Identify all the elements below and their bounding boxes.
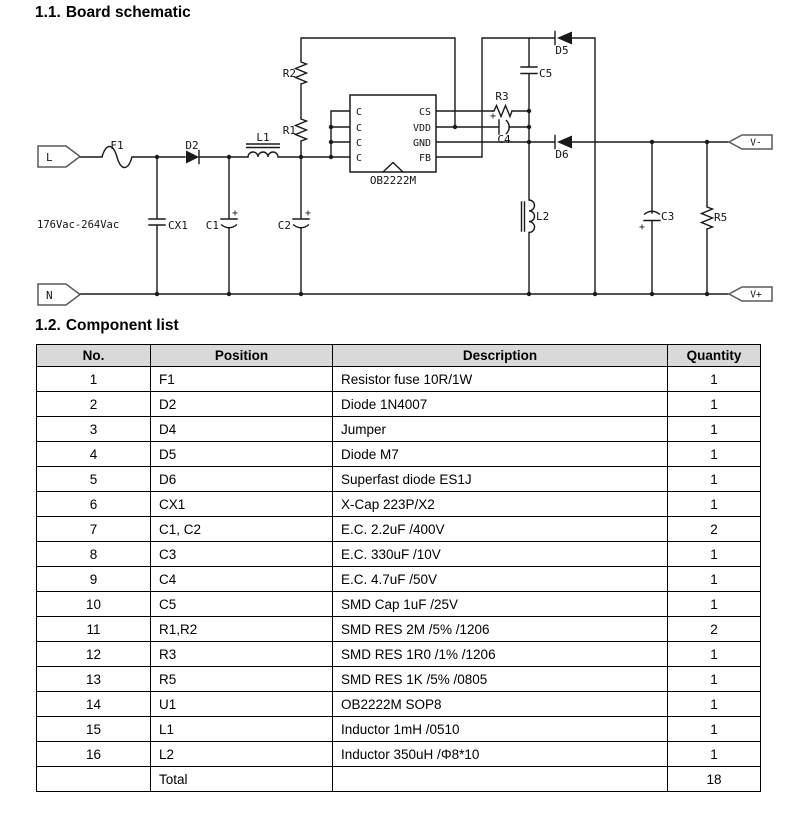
cell-position: Total <box>151 767 333 792</box>
cell-position: D5 <box>151 442 333 467</box>
label-cx1: CX1 <box>168 219 188 232</box>
cell-quantity: 1 <box>668 717 761 742</box>
section-number: 1.2. <box>35 317 61 334</box>
cell-description: OB2222M SOP8 <box>333 692 668 717</box>
cell-quantity: 1 <box>668 642 761 667</box>
label-r3: R3 <box>495 90 509 103</box>
terminal-neutral-label: N <box>46 289 53 302</box>
cell-position: C3 <box>151 542 333 567</box>
cell-position: CX1 <box>151 492 333 517</box>
section-title: Component list <box>65 317 179 334</box>
table-header-row <box>37 345 761 367</box>
diode-d5-symbol <box>557 32 572 45</box>
table-row <box>37 442 761 467</box>
resistor-r2-symbol <box>296 60 307 84</box>
label-r1: R1 <box>282 124 296 137</box>
cell-no: 5 <box>37 467 151 492</box>
cell-description: X-Cap 223P/X2 <box>333 492 668 517</box>
resistor-r5-symbol <box>702 205 713 229</box>
cell-quantity: 1 <box>668 417 761 442</box>
section-number: 1.1. <box>35 4 61 21</box>
cell-description: SMD RES 2M /5% /1206 <box>333 617 668 642</box>
cell-no: 3 <box>37 417 151 442</box>
section-heading-board-schematic <box>35 4 191 22</box>
cell-position: C4 <box>151 567 333 592</box>
cell-no: 9 <box>37 567 151 592</box>
cell-no: 1 <box>37 367 151 392</box>
cell-description: Inductor 350uH /Φ8*10 <box>333 742 668 767</box>
plus-mark-c2: + <box>304 208 312 219</box>
cell-quantity: 1 <box>668 492 761 517</box>
cell-position: D4 <box>151 417 333 442</box>
label-l2: L2 <box>536 210 550 223</box>
cell-quantity: 1 <box>668 367 761 392</box>
cell-position: D2 <box>151 392 333 417</box>
ic-pin-label: CS <box>418 107 431 118</box>
table-row <box>37 517 761 542</box>
table-row <box>37 742 761 767</box>
cell-quantity: 1 <box>668 692 761 717</box>
inductor-l1-symbol <box>246 144 280 157</box>
cell-no: 11 <box>37 617 151 642</box>
cell-description: E.C. 330uF /10V <box>333 542 668 567</box>
cell-quantity: 1 <box>668 542 761 567</box>
ic-pin-label: GND <box>412 138 431 149</box>
cell-position: L2 <box>151 742 333 767</box>
header-position: Position <box>151 345 333 367</box>
table-row <box>37 642 761 667</box>
cell-description: Jumper <box>333 417 668 442</box>
header-description: Description <box>333 345 668 367</box>
input-voltage-range: 176Vac-264Vac <box>37 219 120 231</box>
cell-quantity: 18 <box>668 767 761 792</box>
table-row <box>37 467 761 492</box>
cell-no: 8 <box>37 542 151 567</box>
label-c3: C3 <box>661 210 675 223</box>
cell-description <box>333 767 668 792</box>
section-title: Board schematic <box>65 4 191 21</box>
table-row <box>37 367 761 392</box>
terminal-v-minus-label: V- <box>750 137 762 149</box>
ic-pin-label: C <box>356 153 363 164</box>
header-quantity: Quantity <box>668 345 761 367</box>
cell-position: F1 <box>151 367 333 392</box>
cell-description: Diode 1N4007 <box>333 392 668 417</box>
cell-no: 12 <box>37 642 151 667</box>
table-row <box>37 617 761 642</box>
cell-position: L1 <box>151 717 333 742</box>
cell-quantity: 1 <box>668 742 761 767</box>
cell-no: 7 <box>37 517 151 542</box>
label-c1: C1 <box>205 219 219 232</box>
table-row <box>37 692 761 717</box>
cell-quantity: 1 <box>668 392 761 417</box>
cell-quantity: 1 <box>668 442 761 467</box>
cell-position: U1 <box>151 692 333 717</box>
ic-pin-label: C <box>356 138 363 149</box>
resistor-r1-symbol <box>296 117 307 141</box>
table-row <box>37 592 761 617</box>
ic-pin-label: C <box>356 123 363 134</box>
cell-no: 2 <box>37 392 151 417</box>
cell-description: Resistor fuse 10R/1W <box>333 367 668 392</box>
cell-no <box>37 767 151 792</box>
diode-d2-symbol <box>186 151 199 164</box>
cell-quantity: 2 <box>668 617 761 642</box>
cap-c1-curved-plate <box>221 225 237 228</box>
label-c2: C2 <box>277 219 291 232</box>
cap-c2-curved-plate <box>293 225 309 228</box>
terminal-neutral <box>38 284 80 305</box>
cell-position: R5 <box>151 667 333 692</box>
cell-quantity: 2 <box>668 517 761 542</box>
plus-mark-c3: + <box>638 222 646 233</box>
table-row <box>37 567 761 592</box>
cell-description: SMD RES 1R0 /1% /1206 <box>333 642 668 667</box>
table-row <box>37 717 761 742</box>
label-l1: L1 <box>256 131 270 144</box>
cell-quantity: 1 <box>668 592 761 617</box>
cell-no: 14 <box>37 692 151 717</box>
component-table <box>36 344 761 792</box>
cell-no: 15 <box>37 717 151 742</box>
cell-position: C5 <box>151 592 333 617</box>
table-row <box>37 542 761 567</box>
cell-description: E.C. 4.7uF /50V <box>333 567 668 592</box>
ic-name-label: OB2222M <box>369 174 417 187</box>
cell-description: Diode M7 <box>333 442 668 467</box>
board-schematic <box>0 0 798 318</box>
cell-description: SMD Cap 1uF /25V <box>333 592 668 617</box>
terminal-live-label: L <box>46 151 53 164</box>
table-row <box>37 492 761 517</box>
table-row <box>37 767 761 792</box>
inductor-l2-symbol <box>529 200 535 233</box>
label-d5: D5 <box>555 44 569 57</box>
cell-position: R3 <box>151 642 333 667</box>
terminal-live <box>38 146 80 167</box>
table-row <box>37 667 761 692</box>
plus-mark-c1: + <box>231 208 239 219</box>
ic-pin-label: C <box>356 107 363 118</box>
cell-no: 13 <box>37 667 151 692</box>
section-heading-component-list <box>35 317 179 335</box>
cell-no: 16 <box>37 742 151 767</box>
cell-description: Superfast diode ES1J <box>333 467 668 492</box>
ic-pin-label: FB <box>418 153 431 164</box>
diode-d6-symbol <box>557 136 572 149</box>
cap-c4-curved-plate <box>506 120 509 134</box>
component-table-body <box>37 367 761 792</box>
terminal-v-plus-label: V+ <box>750 289 762 301</box>
cell-description: SMD RES 1K /5% /0805 <box>333 667 668 692</box>
label-d2: D2 <box>185 139 199 152</box>
table-row <box>37 417 761 442</box>
ic-ob2222m <box>350 95 436 187</box>
cell-quantity: 1 <box>668 667 761 692</box>
cell-quantity: 1 <box>668 567 761 592</box>
cell-no: 10 <box>37 592 151 617</box>
ic-pin-label: VDD <box>412 123 431 134</box>
plus-mark-c4: + <box>489 111 497 122</box>
cell-description: Inductor 1mH /0510 <box>333 717 668 742</box>
label-r5: R5 <box>714 211 728 224</box>
cell-no: 6 <box>37 492 151 517</box>
label-f1: F1 <box>110 139 124 152</box>
label-c4: C4 <box>497 133 511 146</box>
cell-no: 4 <box>37 442 151 467</box>
label-r2: R2 <box>282 67 296 80</box>
header-no: No. <box>37 345 151 367</box>
cell-position: C1, C2 <box>151 517 333 542</box>
cell-position: D6 <box>151 467 333 492</box>
label-d6: D6 <box>555 148 569 161</box>
cell-description: E.C. 2.2uF /400V <box>333 517 668 542</box>
cell-quantity: 1 <box>668 467 761 492</box>
label-c5: C5 <box>539 67 553 80</box>
table-row <box>37 392 761 417</box>
cell-position: R1,R2 <box>151 617 333 642</box>
